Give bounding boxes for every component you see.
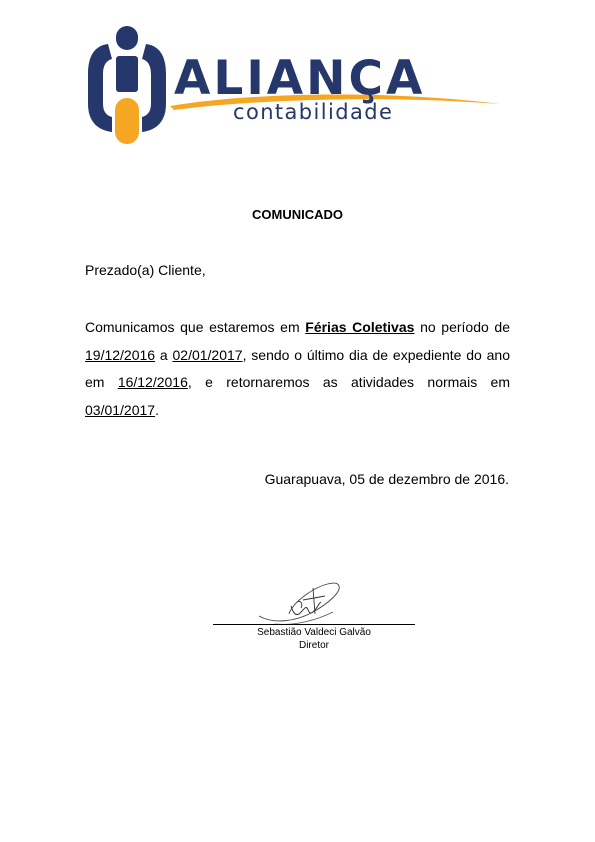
text-segment: Comunicamos que estaremos em	[85, 319, 306, 335]
handwritten-signature	[255, 578, 355, 630]
text-segment: a	[155, 346, 173, 363]
brand-name: ALIANÇA	[174, 51, 426, 106]
place-and-date: Guarapuava, 05 de dezembro de 2016.	[264, 471, 509, 487]
return-date: 03/01/2017	[85, 402, 156, 419]
text-segment: , e retornaremos as atividades normais em	[187, 374, 510, 391]
last-working-day: 16/12/2016	[117, 374, 188, 391]
document-heading: COMUNICADO	[252, 207, 343, 222]
signature-line	[213, 624, 415, 625]
greeting: Prezado(a) Cliente,	[85, 262, 206, 278]
text-segment: .	[155, 402, 159, 419]
signer-name: Sebastião Valdeci Galvão	[257, 627, 371, 638]
company-logo	[86, 24, 506, 150]
text-segment: , sendo o último dia de expediente do ano em	[85, 346, 510, 391]
brand-subtitle: contabilidade	[233, 100, 394, 124]
signer-role: Diretor	[298, 640, 329, 651]
highlight-collective-vacation: Férias Coletivas	[305, 319, 415, 335]
end-date: 02/01/2017	[172, 346, 243, 363]
text-segment: no período de	[414, 319, 511, 335]
start-date: 19/12/2016	[85, 346, 156, 363]
announcement-paragraph	[85, 314, 510, 425]
